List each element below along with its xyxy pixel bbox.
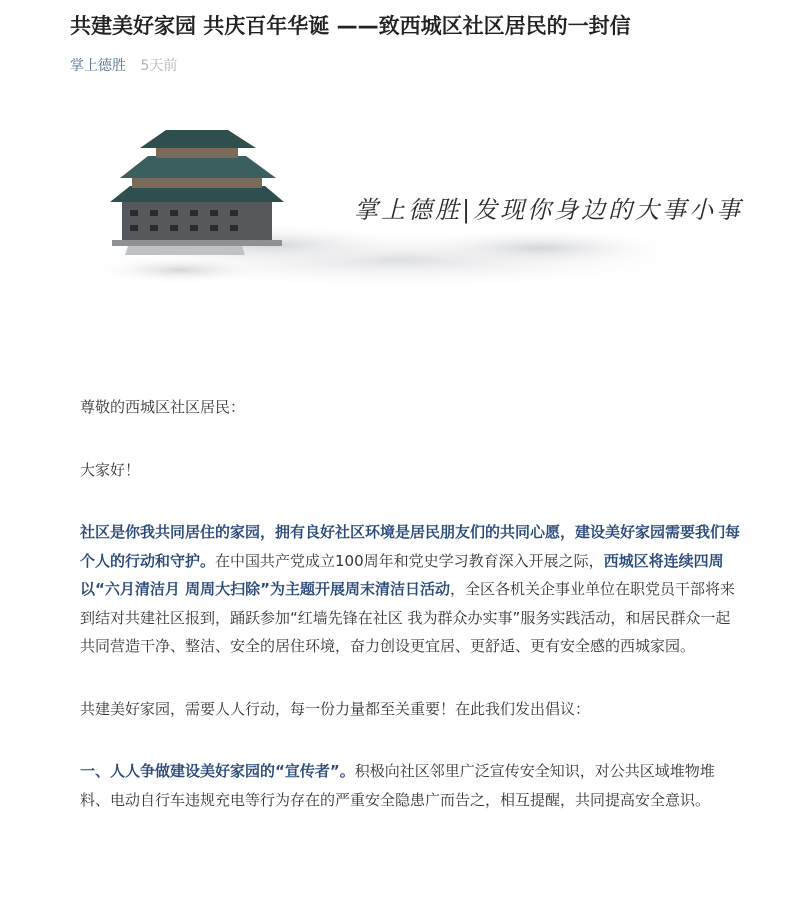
paragraph-1 [80, 518, 740, 661]
body-text: ，全区各机关企事业单位在职党员干部将来到结对共建社区报到，踊跃参加“红墙先锋在社区 我为群众办实事”服务实践活动，和居民群众一起共同营造干净、整洁、安全的居住环境，奋力创设更宜居、更舒适、更有安全感的西城家园。 [80, 580, 735, 655]
body-text: 在中国共产党成立100周年和党史学习教育深入开展之际， [215, 551, 604, 570]
body-text: 积极向社区邻里广泛宣传安全知识，对公共区域堆物堆料、电动自行车违规充电等行为存在的严重安全隐患广而告之，相互提醒，共同提高安全意识。 [80, 762, 715, 809]
paragraph-3 [80, 757, 740, 814]
paragraph-2: 共建美好家园，需要人人行动，每一份力量都至关重要！在此我们发出倡议： [80, 699, 591, 718]
article-meta [70, 56, 177, 76]
article-timestamp: 5天前 [140, 58, 178, 74]
article-title: 共建美好家园 共庆百年华诞 ——致西城区社区居民的一封信 [70, 14, 631, 38]
article-body [80, 393, 740, 814]
greeting: 大家好！ [80, 460, 141, 479]
highlight-text: 一、人人争做建设美好家园的“宣传者”。 [80, 762, 355, 780]
highlight-text: 社区是你我共同居住的家园，拥有良好社区环境是居民朋友们的共同心愿，建设美好家园需要我们每个人的行动和守护。 [80, 523, 741, 570]
highlight-text: 西城区将连续四周以“六月清洁月 周周大扫除”为主题开展周末清洁日活动 [80, 551, 724, 598]
article-source-link[interactable]: 掌上德胜 [70, 58, 126, 74]
banner-slogan: 掌上德胜|发现你身边的大事小事 [354, 196, 744, 224]
salutation: 尊敬的西城区社区居民： [80, 398, 246, 416]
banner-image [70, 130, 744, 300]
